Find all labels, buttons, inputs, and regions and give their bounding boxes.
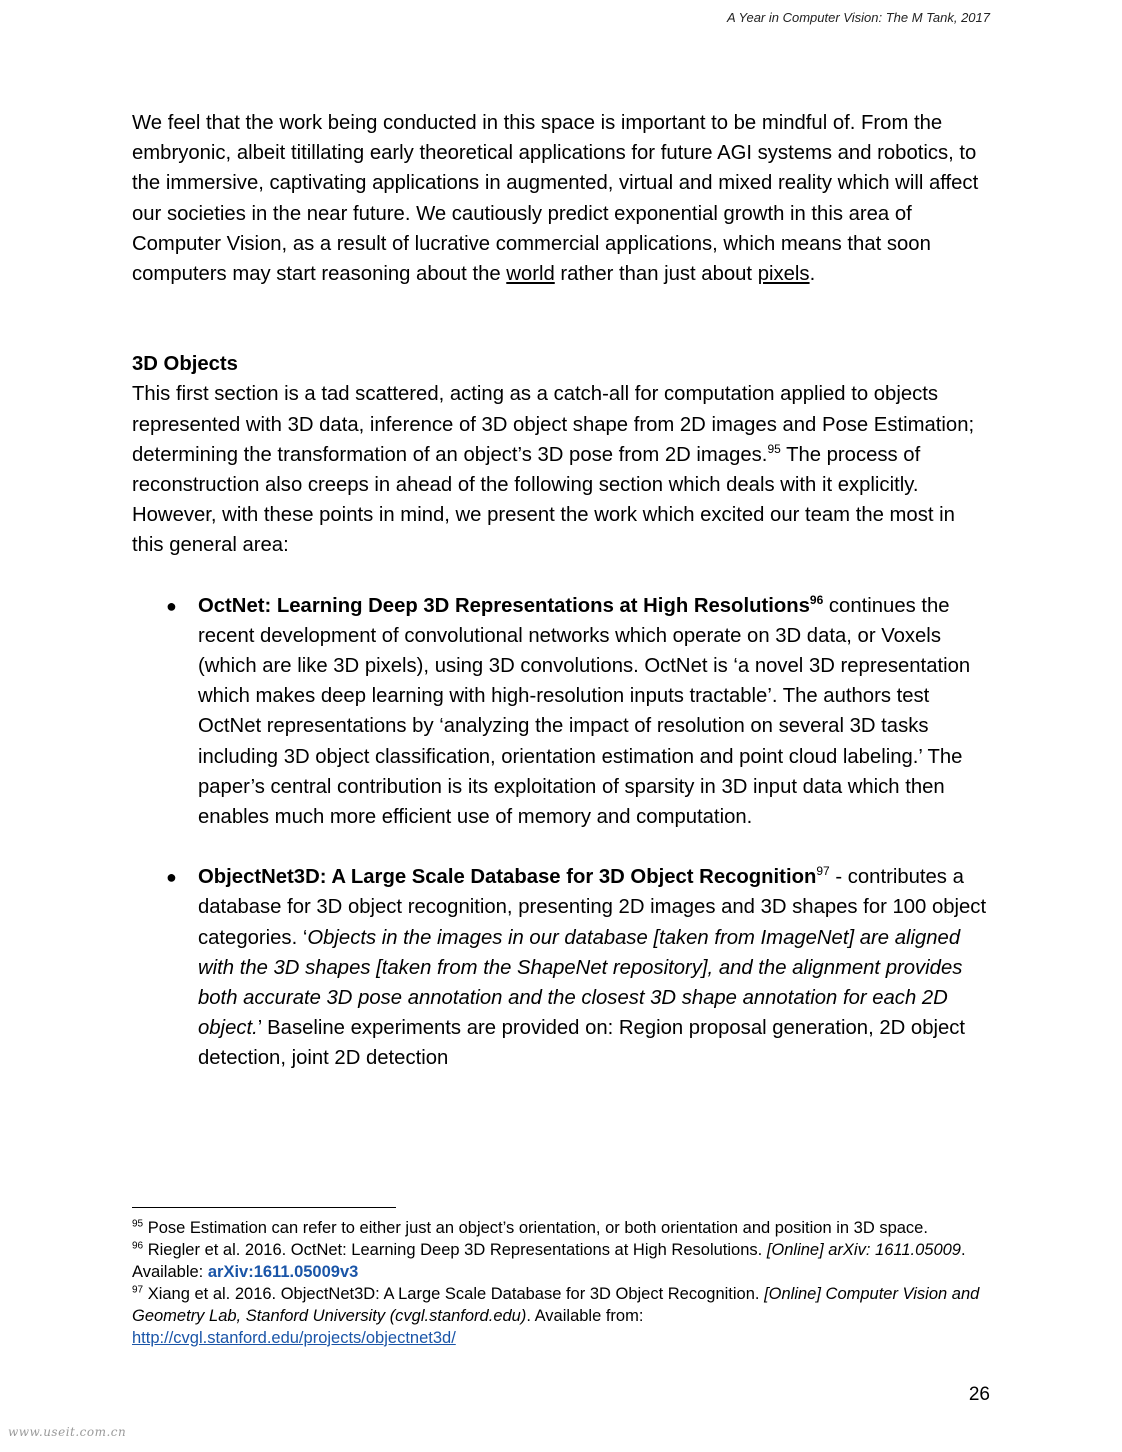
intro-paragraph: We feel that the work being conducted in this space is important to be mindful of. From the embryonic, albeit titillating early theoretical applications for future AGI systems and robotics, to the immersive, captivating applications in augmented, virtual and mixed reality which will affect our societies in the near future. We cautiously predict exponential growth in this area of Computer Vision, as a result of lucrative commercial applications, which means that soon computers may start reasoning about the world rather than just about pixels. bbox=[132, 112, 979, 286]
watermark: www.useit.com.cn bbox=[8, 1425, 127, 1439]
page-content bbox=[132, 108, 992, 1104]
section-paragraph: This first section is a tad scattered, acting as a catch-all for computation applied to objects represented with 3D data, inference of 3D object shape from 2D images and Pose Estimation; determining the transformation of an object’s 3D pose from 2D images.$^{95}$ The process of reconstruction also creeps in ahead of the following section which deals with it explicitly. However, with these points in mind, we present the work which excited our team the most in this general area: bbox=[132, 383, 975, 557]
octnet-title: OctNet: Learning Deep 3D Representations at High Resolutions bbox=[198, 594, 810, 617]
footnote-96: $^{96}$ Riegler et al. 2016. OctNet: Learning Deep 3D Representations at High Resolutions. [Online] arXiv: 1611.05009. Available: arXiv:1611.05009v3 bbox=[132, 1240, 966, 1281]
bullet-marker: ● bbox=[166, 867, 177, 888]
footnotes bbox=[132, 1217, 992, 1349]
objectnet3d-description-end: ’ Baseline experiments are provided on: Region proposal generation, 2D object detection, joint 2D detection bbox=[198, 1017, 966, 1070]
list-item-objectnet3d bbox=[132, 862, 992, 1073]
objectnet3d-url-link[interactable]: http://cvgl.stanford.edu/projects/objectnet3d/ bbox=[132, 1329, 456, 1347]
footnote-divider bbox=[132, 1207, 396, 1208]
pixels-link[interactable]: pixels bbox=[757, 263, 810, 286]
objectnet3d-quote: Objects in the images in our database [taken from ImageNet] are aligned with the 3D shapes [taken from the ShapeNet repository], and the alignment provides both accurate 3D pose annotation and the closest 3D shape annotation for each 2D object. bbox=[198, 926, 963, 1040]
footnote-97: $^{97}$ Xiang et al. 2016. ObjectNet3D: A Large Scale Database for 3D Object Recognition. [Online] Computer Vision and Geometry Lab, Stanford University (cvgl.stanford.edu). Available from: http://cvgl.stanford.edu/projects/objectnet3d/ bbox=[132, 1284, 980, 1347]
world-link[interactable]: world bbox=[506, 263, 555, 286]
list-item-octnet bbox=[132, 591, 992, 833]
bullet-marker: ● bbox=[166, 595, 177, 616]
running-header: A Year in Computer Vision: The M Tank, 2017 bbox=[726, 10, 990, 25]
paper-list bbox=[132, 591, 992, 1074]
footnote-ref-96[interactable]: 96 bbox=[809, 592, 824, 607]
octnet-description: continues the recent development of convolutional networks which operate on 3D data, or Voxels (which are like 3D pixels), using 3D convolutions. OctNet is ‘a novel 3D representation which makes deep learning with high-resolution inputs tractable’. The authors test OctNet representations by ‘analyzing the impact of resolution on several 3D tasks including 3D object classification, orientation estimation and point cloud labeling.’ The paper’s central contribution is its exploitation of sparsity in 3D input data which then enables much more efficient use of memory and computation. bbox=[198, 594, 971, 829]
footnote-ref-95[interactable]: 95 bbox=[767, 442, 781, 457]
arxiv-link[interactable]: arXiv:1611.05009v3 bbox=[207, 1263, 359, 1281]
section-heading: 3D Objects bbox=[132, 353, 238, 376]
objectnet3d-title: ObjectNet3D: A Large Scale Database for 3D Object Recognition bbox=[198, 866, 817, 889]
footnote-ref-97[interactable]: 97 bbox=[816, 864, 830, 879]
objectnet3d-description-start: - contributes a database for 3D object recognition, presenting 2D images and 3D shapes for 100 object categories. ‘ bbox=[198, 866, 987, 949]
footnote-95: $^{95}$ Pose Estimation can refer to either just an object’s orientation, or both orientation and position in 3D space. bbox=[132, 1218, 928, 1237]
page-number: 26 bbox=[968, 1384, 990, 1405]
